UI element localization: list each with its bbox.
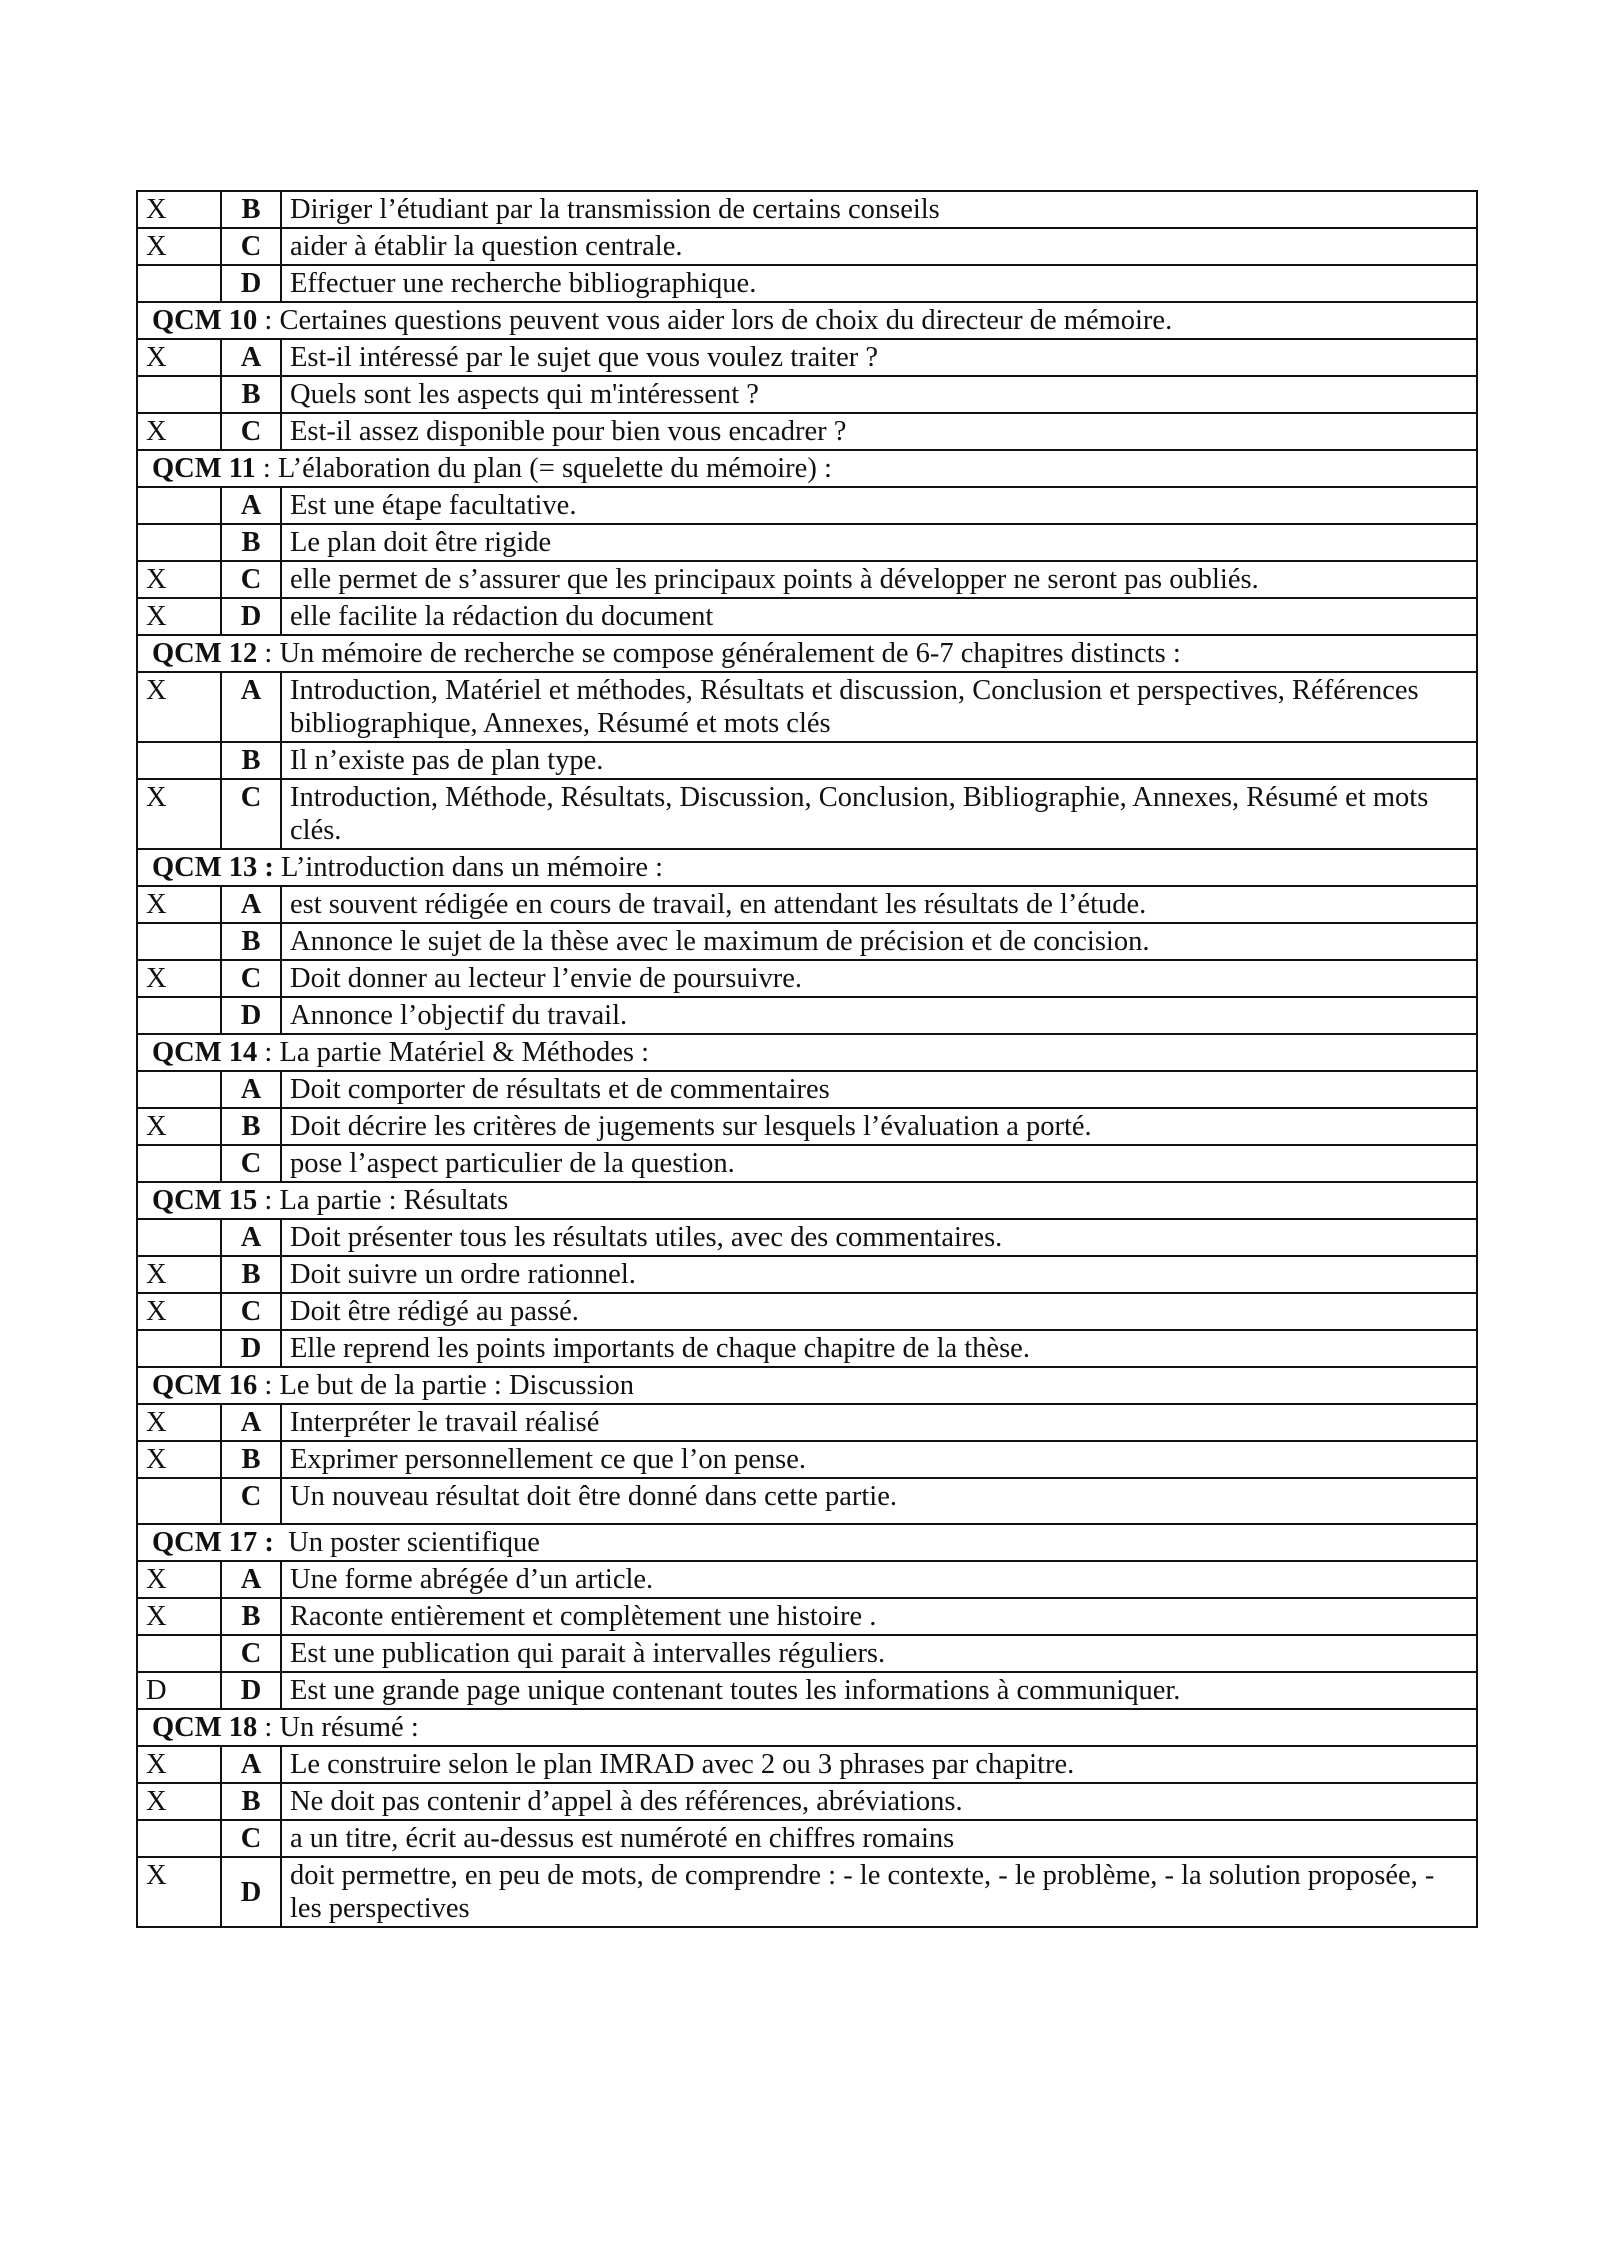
option-letter: C bbox=[221, 1293, 281, 1330]
question-number: QCM 15 bbox=[152, 1185, 258, 1216]
option-text: Annonce le sujet de la thèse avec le maximum de précision et de concision. bbox=[281, 923, 1477, 960]
question-number: QCM 18 bbox=[152, 1712, 258, 1743]
answer-row bbox=[137, 1256, 1477, 1293]
option-text: Annonce l’objectif du travail. bbox=[281, 997, 1477, 1034]
option-text: est souvent rédigée en cours de travail, en attendant les résultats de l’étude. bbox=[281, 886, 1477, 923]
answer-row bbox=[137, 779, 1477, 849]
option-letter: A bbox=[221, 1071, 281, 1108]
option-text: Doit être rédigé au passé. bbox=[281, 1293, 1477, 1330]
option-text: Un nouveau résultat doit être donné dans cette partie. bbox=[281, 1478, 1477, 1524]
question-separator: : bbox=[257, 852, 282, 883]
answer-row bbox=[137, 1478, 1477, 1524]
option-letter: D bbox=[221, 1330, 281, 1367]
answer-row bbox=[137, 742, 1477, 779]
option-letter: C bbox=[221, 1145, 281, 1182]
option-text: Introduction, Méthode, Résultats, Discussion, Conclusion, Bibliographie, Annexes, Résumé et mots clés. bbox=[281, 779, 1477, 849]
option-letter: B bbox=[221, 191, 281, 228]
option-letter: C bbox=[221, 228, 281, 265]
option-letter: D bbox=[221, 1857, 281, 1927]
option-letter: C bbox=[221, 413, 281, 450]
question-separator: : bbox=[257, 1712, 280, 1743]
answer-mark: X bbox=[137, 1256, 221, 1293]
option-text: elle facilite la rédaction du document bbox=[281, 598, 1477, 635]
question-number: QCM 14 bbox=[152, 1037, 258, 1068]
answer-mark: X bbox=[137, 561, 221, 598]
option-letter: D bbox=[221, 1672, 281, 1709]
option-text: Exprimer personnellement ce que l’on pense. bbox=[281, 1441, 1477, 1478]
answer-row bbox=[137, 997, 1477, 1034]
question-text: Un résumé : bbox=[279, 1712, 419, 1743]
question-cell bbox=[137, 849, 1477, 886]
answer-mark: D bbox=[137, 1672, 221, 1709]
answer-row bbox=[137, 1857, 1477, 1927]
option-text: Introduction, Matériel et méthodes, Résultats et discussion, Conclusion et perspectives, Références bibliographique, Annexes, Résumé et mots clés bbox=[281, 672, 1477, 742]
option-letter: B bbox=[221, 376, 281, 413]
answer-row bbox=[137, 598, 1477, 635]
answer-row bbox=[137, 339, 1477, 376]
option-text: Doit suivre un ordre rationnel. bbox=[281, 1256, 1477, 1293]
answer-row bbox=[137, 524, 1477, 561]
answer-row bbox=[137, 228, 1477, 265]
option-letter: C bbox=[221, 1635, 281, 1672]
answer-row bbox=[137, 960, 1477, 997]
answer-mark: X bbox=[137, 413, 221, 450]
question-row bbox=[137, 1367, 1477, 1404]
option-letter: A bbox=[221, 339, 281, 376]
answer-mark: X bbox=[137, 672, 221, 742]
answer-row bbox=[137, 1108, 1477, 1145]
answer-mark bbox=[137, 1820, 221, 1857]
option-letter: D bbox=[221, 265, 281, 302]
answer-mark bbox=[137, 1478, 221, 1524]
question-text: Certaines questions peuvent vous aider lors de choix du directeur de mémoire. bbox=[279, 305, 1173, 336]
answer-mark: X bbox=[137, 1783, 221, 1820]
option-letter: B bbox=[221, 1783, 281, 1820]
question-number: QCM 11 bbox=[152, 453, 256, 484]
answer-row bbox=[137, 1404, 1477, 1441]
option-text: Une forme abrégée d’un article. bbox=[281, 1561, 1477, 1598]
question-cell bbox=[137, 635, 1477, 672]
option-text: Doit donner au lecteur l’envie de poursuivre. bbox=[281, 960, 1477, 997]
option-text: Quels sont les aspects qui m'intéressent ? bbox=[281, 376, 1477, 413]
question-text: L’élaboration du plan (= squelette du mémoire) : bbox=[277, 453, 832, 484]
answer-row bbox=[137, 1561, 1477, 1598]
question-text: La partie Matériel & Méthodes : bbox=[279, 1037, 650, 1068]
option-text: Est-il intéressé par le sujet que vous voulez traiter ? bbox=[281, 339, 1477, 376]
answer-mark: X bbox=[137, 1561, 221, 1598]
question-number: QCM 13 bbox=[152, 852, 258, 883]
answer-row bbox=[137, 1145, 1477, 1182]
answer-mark bbox=[137, 265, 221, 302]
question-row bbox=[137, 450, 1477, 487]
option-letter: A bbox=[221, 1561, 281, 1598]
option-letter: B bbox=[221, 1598, 281, 1635]
question-cell bbox=[137, 1182, 1477, 1219]
answer-mark: X bbox=[137, 1746, 221, 1783]
question-row bbox=[137, 849, 1477, 886]
answer-row bbox=[137, 413, 1477, 450]
answer-mark: X bbox=[137, 1598, 221, 1635]
question-number: QCM 16 bbox=[152, 1370, 258, 1401]
answer-row bbox=[137, 1441, 1477, 1478]
question-separator: : bbox=[257, 638, 280, 669]
answer-mark: X bbox=[137, 779, 221, 849]
answer-mark bbox=[137, 923, 221, 960]
answer-mark: X bbox=[137, 1108, 221, 1145]
answer-row bbox=[137, 376, 1477, 413]
question-number: QCM 12 bbox=[152, 638, 258, 669]
answer-mark: X bbox=[137, 339, 221, 376]
option-text: Est une étape facultative. bbox=[281, 487, 1477, 524]
question-separator: : bbox=[257, 1185, 280, 1216]
answer-mark bbox=[137, 742, 221, 779]
answer-mark bbox=[137, 1635, 221, 1672]
question-text: Un poster scientifique bbox=[288, 1527, 540, 1558]
answer-row bbox=[137, 1820, 1477, 1857]
answer-mark: X bbox=[137, 1441, 221, 1478]
option-letter: A bbox=[221, 1746, 281, 1783]
qcm-table-body bbox=[137, 191, 1477, 1927]
option-text: Est-il assez disponible pour bien vous encadrer ? bbox=[281, 413, 1477, 450]
option-text: Effectuer une recherche bibliographique. bbox=[281, 265, 1477, 302]
option-text: doit permettre, en peu de mots, de comprendre : - le contexte, - le problème, - la solution proposée, - les perspectives bbox=[281, 1857, 1477, 1927]
question-row bbox=[137, 1182, 1477, 1219]
option-text: Raconte entièrement et complètement une histoire . bbox=[281, 1598, 1477, 1635]
option-text: Est une grande page unique contenant toutes les informations à communiquer. bbox=[281, 1672, 1477, 1709]
option-text: Doit présenter tous les résultats utiles, avec des commentaires. bbox=[281, 1219, 1477, 1256]
answer-mark bbox=[137, 487, 221, 524]
answer-row bbox=[137, 487, 1477, 524]
question-row bbox=[137, 635, 1477, 672]
question-row bbox=[137, 302, 1477, 339]
question-separator: : bbox=[257, 1370, 280, 1401]
question-row bbox=[137, 1034, 1477, 1071]
option-letter: B bbox=[221, 742, 281, 779]
option-text: Est une publication qui parait à intervalles réguliers. bbox=[281, 1635, 1477, 1672]
answer-row bbox=[137, 886, 1477, 923]
qcm-table bbox=[136, 190, 1478, 1928]
question-text: La partie : Résultats bbox=[279, 1185, 509, 1216]
option-letter: C bbox=[221, 561, 281, 598]
option-text: elle permet de s’assurer que les principaux points à développer ne seront pas oubliés. bbox=[281, 561, 1477, 598]
question-cell bbox=[137, 450, 1477, 487]
question-text: Un mémoire de recherche se compose généralement de 6-7 chapitres distincts : bbox=[279, 638, 1181, 669]
question-cell bbox=[137, 1709, 1477, 1746]
answer-row bbox=[137, 1672, 1477, 1709]
question-row bbox=[137, 1709, 1477, 1746]
answer-row bbox=[137, 1293, 1477, 1330]
option-text: Doit décrire les critères de jugements sur lesquels l’évaluation a porté. bbox=[281, 1108, 1477, 1145]
question-text: L’introduction dans un mémoire : bbox=[281, 852, 664, 883]
question-cell bbox=[137, 1524, 1477, 1561]
option-text: Interpréter le travail réalisé bbox=[281, 1404, 1477, 1441]
question-separator: : bbox=[257, 1527, 289, 1558]
option-letter: B bbox=[221, 923, 281, 960]
answer-row bbox=[137, 672, 1477, 742]
option-letter: D bbox=[221, 598, 281, 635]
option-text: Elle reprend les points importants de chaque chapitre de la thèse. bbox=[281, 1330, 1477, 1367]
question-cell bbox=[137, 1367, 1477, 1404]
option-letter: B bbox=[221, 1441, 281, 1478]
option-letter: A bbox=[221, 1219, 281, 1256]
option-text: aider à établir la question centrale. bbox=[281, 228, 1477, 265]
question-cell bbox=[137, 302, 1477, 339]
answer-mark: X bbox=[137, 960, 221, 997]
option-text: pose l’aspect particulier de la question. bbox=[281, 1145, 1477, 1182]
answer-row bbox=[137, 561, 1477, 598]
question-cell bbox=[137, 1034, 1477, 1071]
answer-row bbox=[137, 1330, 1477, 1367]
answer-row bbox=[137, 1598, 1477, 1635]
answer-mark: X bbox=[137, 191, 221, 228]
option-text: Diriger l’étudiant par la transmission de certains conseils bbox=[281, 191, 1477, 228]
option-letter: C bbox=[221, 960, 281, 997]
answer-row bbox=[137, 1783, 1477, 1820]
answer-row bbox=[137, 1219, 1477, 1256]
answer-mark bbox=[137, 1219, 221, 1256]
option-text: a un titre, écrit au-dessus est numéroté en chiffres romains bbox=[281, 1820, 1477, 1857]
question-separator: : bbox=[255, 453, 278, 484]
answer-row bbox=[137, 1746, 1477, 1783]
answer-mark bbox=[137, 1071, 221, 1108]
option-letter: C bbox=[221, 1478, 281, 1524]
option-letter: A bbox=[221, 1404, 281, 1441]
option-letter: A bbox=[221, 487, 281, 524]
question-number: QCM 10 bbox=[152, 305, 258, 336]
option-letter: A bbox=[221, 886, 281, 923]
option-letter: B bbox=[221, 1256, 281, 1293]
option-letter: B bbox=[221, 1108, 281, 1145]
option-letter: B bbox=[221, 524, 281, 561]
option-text: Il n’existe pas de plan type. bbox=[281, 742, 1477, 779]
answer-mark bbox=[137, 997, 221, 1034]
question-number: QCM 17 bbox=[152, 1527, 258, 1558]
answer-mark: X bbox=[137, 1293, 221, 1330]
answer-row bbox=[137, 1071, 1477, 1108]
option-text: Le plan doit être rigide bbox=[281, 524, 1477, 561]
qcm-answer-sheet bbox=[136, 190, 1478, 1928]
question-separator: : bbox=[257, 305, 280, 336]
option-text: Le construire selon le plan IMRAD avec 2 ou 3 phrases par chapitre. bbox=[281, 1746, 1477, 1783]
answer-mark bbox=[137, 1145, 221, 1182]
option-text: Doit comporter de résultats et de commentaires bbox=[281, 1071, 1477, 1108]
answer-mark: X bbox=[137, 1404, 221, 1441]
answer-mark bbox=[137, 1330, 221, 1367]
question-separator: : bbox=[257, 1037, 280, 1068]
question-text: Le but de la partie : Discussion bbox=[279, 1370, 635, 1401]
answer-mark bbox=[137, 524, 221, 561]
answer-mark: X bbox=[137, 228, 221, 265]
option-letter: A bbox=[221, 672, 281, 742]
option-letter: D bbox=[221, 997, 281, 1034]
answer-mark bbox=[137, 376, 221, 413]
answer-row bbox=[137, 923, 1477, 960]
option-letter: C bbox=[221, 779, 281, 849]
option-letter: C bbox=[221, 1820, 281, 1857]
answer-mark: X bbox=[137, 1857, 221, 1927]
question-row bbox=[137, 1524, 1477, 1561]
option-text: Ne doit pas contenir d’appel à des références, abréviations. bbox=[281, 1783, 1477, 1820]
answer-row bbox=[137, 265, 1477, 302]
answer-mark: X bbox=[137, 598, 221, 635]
answer-row bbox=[137, 1635, 1477, 1672]
answer-mark: X bbox=[137, 886, 221, 923]
answer-row bbox=[137, 191, 1477, 228]
